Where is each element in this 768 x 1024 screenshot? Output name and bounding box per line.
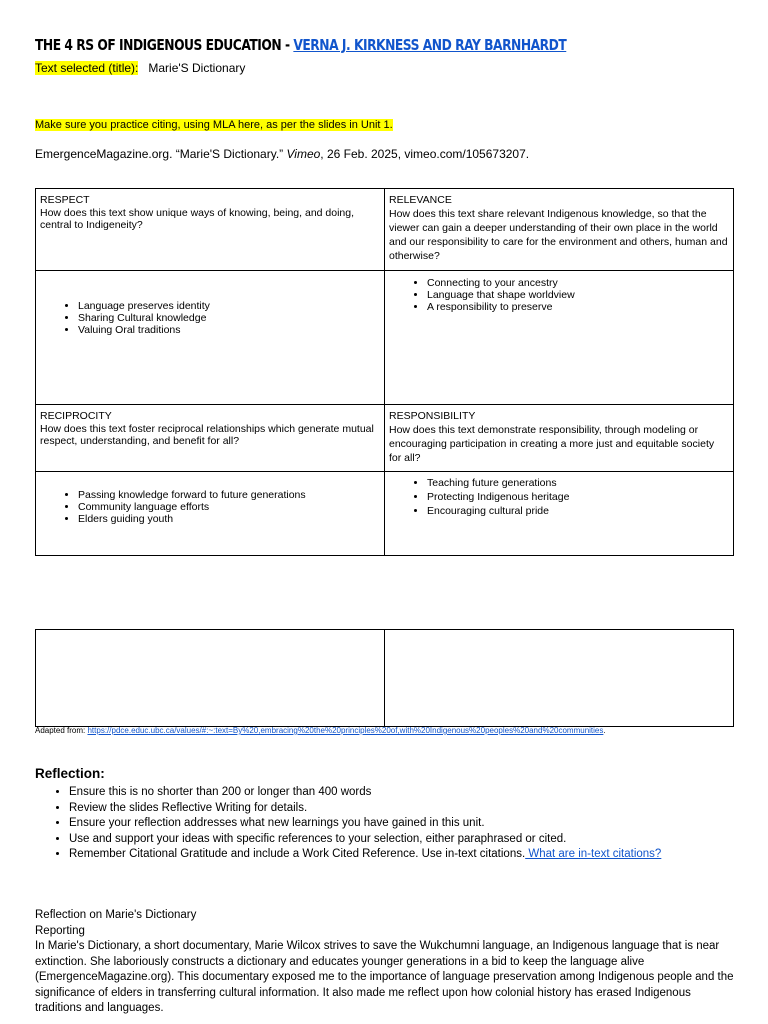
- list-item: • Protecting Indigenous heritage: [427, 490, 729, 504]
- responsibility-header-cell[interactable]: [385, 405, 734, 472]
- respect-list: [40, 300, 380, 336]
- page-title: [35, 36, 566, 54]
- body-heading: Reflection on Marie's Dictionary: [35, 909, 197, 921]
- respect-question: How does this text show unique ways of knowing, being, and doing, central to Indigeneity?: [40, 207, 355, 231]
- list-item: • Review the slides Reflective Writing for details.: [69, 801, 768, 817]
- list-item: • Valuing Oral traditions: [78, 324, 380, 336]
- selected-text-value: Marie'S Dictionary: [148, 61, 246, 75]
- four-rs-table: [35, 188, 734, 556]
- list-item: • Connecting to your ancestry: [427, 277, 729, 289]
- relevance-list: [389, 277, 729, 313]
- respect-answer-cell[interactable]: [36, 271, 385, 405]
- adapted-from-line: [35, 726, 606, 735]
- reflection-last-text: Remember Citational Gratitude and include a Work Cited Reference. Use in-text citations.: [69, 848, 526, 860]
- body-subheading: Reporting: [35, 924, 85, 937]
- title-authors-link[interactable]: VERNA J. KIRKNESS AND RAY BARNHARDT: [293, 36, 567, 54]
- citation-before: EmergenceMagazine.org. “Marie'S Dictionary.”: [35, 147, 287, 161]
- list-item: • Community language efforts: [78, 501, 380, 513]
- table-row: [36, 630, 734, 727]
- list-item: [69, 847, 768, 863]
- relevance-answer-cell[interactable]: [385, 271, 734, 405]
- respect-title: RESPECT: [40, 194, 90, 206]
- list-item: • Use and support your ideas with specific references to your selection, either paraphrased or cited.: [69, 832, 768, 848]
- relevance-header-cell[interactable]: [385, 189, 734, 271]
- adapted-link[interactable]: https://pdce.educ.ubc.ca/values/#:~:text=By%20,embracing%20the%20principles%20of,with%20Indigenous%20peoples%20and%20communities: [87, 726, 604, 735]
- empty-table: [35, 629, 734, 727]
- list-item: • Teaching future generations: [427, 476, 729, 490]
- table-row: [36, 189, 734, 271]
- adapted-label: Adapted from:: [35, 726, 88, 735]
- mla-instruction: [35, 119, 393, 131]
- reciprocity-question: How does this text foster reciprocal relationships which generate mutual respect, understanding, and benefit for all?: [40, 423, 374, 447]
- citation-after: , 26 Feb. 2025, vimeo.com/105673207.: [320, 147, 530, 161]
- table-row: [36, 405, 734, 472]
- relevance-title: RELEVANCE: [389, 194, 452, 206]
- list-item: • A responsibility to preserve: [427, 301, 729, 313]
- respect-header-cell[interactable]: [36, 189, 385, 271]
- table-row: [36, 271, 734, 405]
- responsibility-question: How does this text demonstrate responsibility, through modeling or encouraging participation in creating a more just and equitable society for all?: [389, 424, 715, 464]
- list-item: • Encouraging cultural pride: [427, 504, 729, 518]
- list-item: • Passing knowledge forward to future generations: [78, 489, 380, 501]
- mla-instruction-text: Make sure you practice citing, using MLA here, as per the slides in Unit 1.: [35, 119, 393, 131]
- reciprocity-answer-cell[interactable]: [36, 472, 385, 556]
- list-item: • Language that shape worldview: [427, 289, 729, 301]
- list-item: • Ensure this is no shorter than 200 or longer than 400 words: [69, 785, 768, 801]
- responsibility-list: [389, 476, 729, 518]
- responsibility-title: RESPONSIBILITY: [389, 410, 476, 422]
- list-item: • Sharing Cultural knowledge: [78, 312, 380, 324]
- reciprocity-list: [40, 489, 380, 525]
- reflection-body: [35, 908, 735, 1017]
- relevance-question: How does this text share relevant Indigenous knowledge, so that the viewer can gain a deeper understanding of their own place in the world and our responsibility to care for the environment and others, human and otherwise?: [389, 208, 728, 262]
- mla-citation: [35, 147, 529, 161]
- reflection-list: [35, 785, 768, 863]
- list-item: • Elders guiding youth: [78, 513, 380, 525]
- empty-cell-left[interactable]: [36, 630, 385, 727]
- selected-text-label: Text selected (title):: [35, 61, 139, 75]
- list-item: • Ensure your reflection addresses what new learnings you have gained in this unit.: [69, 816, 768, 832]
- title-prefix: THE 4 RS OF INDIGENOUS EDUCATION -: [35, 36, 294, 54]
- reciprocity-header-cell[interactable]: [36, 405, 385, 472]
- in-text-citations-link[interactable]: What are in-text citations?: [525, 848, 662, 860]
- empty-cell-right[interactable]: [385, 630, 734, 727]
- table-row: [36, 472, 734, 556]
- citation-italic: Vimeo: [286, 147, 321, 161]
- selected-text-line: [35, 61, 245, 75]
- adapted-suffix: .: [603, 726, 606, 735]
- reflection-heading: Reflection:: [35, 766, 105, 781]
- reciprocity-title: RECIPROCITY: [40, 410, 112, 422]
- responsibility-answer-cell[interactable]: [385, 472, 734, 556]
- list-item: • Language preserves identity: [78, 300, 380, 312]
- body-paragraph: In Marie's Dictionary, a short documentary, Marie Wilcox strives to save the Wukchumni language, an Indigenous language that is near extinction. She laboriously constructs a dictionary and educates younger generations in a bid to keep the language alive (EmergenceMagazine.org). This documentary exposed me to the importance of language preservation among Indigenous people and the significance of elders in transferring cultural information. It also made me reflect upon how colonial history has erased Indigenous traditions and languages.: [35, 940, 734, 1014]
